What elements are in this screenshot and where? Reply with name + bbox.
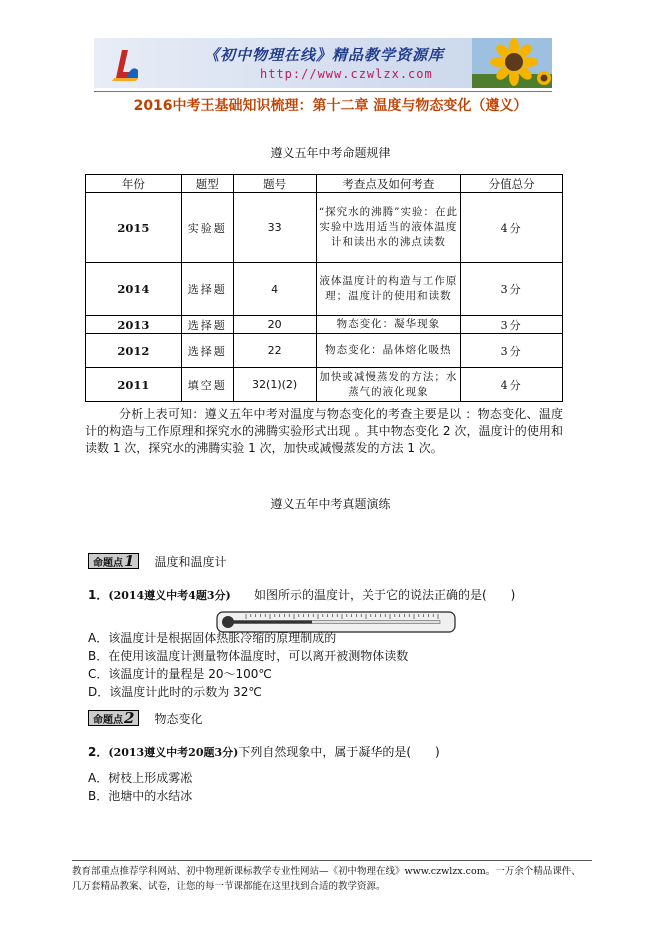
question-2: 2．(2013遵义中考20题3分)下列自然现象中，属于凝华的是( ): [88, 745, 440, 759]
footer-note: [72, 864, 592, 894]
section-title-patterns: 遵义五年中考命题规律: [270, 146, 391, 160]
cell-score: 4分: [461, 193, 563, 263]
table-row: [86, 316, 563, 334]
cell-year: 2015: [86, 193, 182, 263]
document-title: 2016中考王基础知识梳理：第十二章 温度与物态变化（遵义）: [133, 98, 528, 114]
site-logo: [112, 44, 140, 82]
table-header-row: [86, 175, 563, 193]
topic-label: 温度和温度计: [154, 555, 227, 569]
cell-desc: 物态变化：晶体熔化吸热: [316, 334, 461, 368]
table-row: [86, 193, 563, 263]
topic-badge: 命题点2: [88, 710, 139, 726]
cell-year: 2012: [86, 334, 182, 368]
footer-line-2: 几万套精品教案、试卷，让您的每一节课都能在这里找到合适的教学资源。: [72, 881, 386, 892]
cell-desc: “探究水的沸腾”实验：在此实验中选用适当的液体温度计和读出水的沸点读数: [316, 193, 461, 263]
cell-type: 选择题: [181, 316, 233, 334]
cell-year: 2011: [86, 368, 182, 402]
cell-type: 实验题: [181, 193, 233, 263]
cell-desc: 液体温度计的构造与工作原理；温度计的使用和读数: [316, 263, 461, 316]
topic-badge: 命题点1: [88, 553, 139, 569]
col-header-type: 题型: [181, 175, 233, 193]
cell-number: 20: [233, 316, 316, 334]
banner-title: 《初中物理在线》精品教学资源库: [204, 46, 445, 64]
question-1-option-a[interactable]: A．该温度计是根据固体热胀冷缩的原理制成的: [88, 631, 337, 645]
cell-number: 32(1)(2): [233, 368, 316, 402]
cell-year: 2013: [86, 316, 182, 334]
question-source: (2013遵义中考20题3分): [108, 746, 239, 759]
header-banner: [94, 38, 552, 88]
banner-divider: [94, 91, 552, 92]
cell-number: 33: [233, 193, 316, 263]
question-1-option-c[interactable]: C．该温度计的量程是 20～100℃: [88, 667, 272, 681]
topic-heading-1: [88, 551, 227, 570]
question-1: 1．(2014遵义中考4题3分): [88, 588, 231, 602]
question-1-option-b[interactable]: B．在使用该温度计测量物体温度时，可以离开被测物体读数: [88, 649, 409, 663]
cell-score: 3分: [461, 334, 563, 368]
cell-desc: 物态变化：凝华现象: [316, 316, 461, 334]
table-row: [86, 368, 563, 402]
cell-year: 2014: [86, 263, 182, 316]
cell-score: 4分: [461, 368, 563, 402]
sunflower-image: [472, 38, 552, 88]
section-title-practice: 遵义五年中考真题演练: [270, 497, 391, 511]
question-2-option-a[interactable]: A．树枝上形成雾凇: [88, 771, 193, 785]
question-1-text: 如图所示的温度计，关于它的说法正确的是( ): [254, 588, 516, 602]
topic-heading-2: [88, 708, 203, 727]
cell-type: 填空题: [181, 368, 233, 402]
question-1-option-d[interactable]: D．该温度计此时的示数为 32℃: [88, 685, 262, 699]
col-header-score: 分值总分: [461, 175, 563, 193]
cell-score: 3分: [461, 263, 563, 316]
question-source: (2014遵义中考4题3分): [108, 589, 231, 602]
cell-score: 3分: [461, 316, 563, 334]
footer-divider: [72, 860, 592, 861]
cell-number: 22: [233, 334, 316, 368]
cell-number: 4: [233, 263, 316, 316]
cell-type: 选择题: [181, 263, 233, 316]
table-row: [86, 334, 563, 368]
banner-url[interactable]: http://www.czwlzx.com: [260, 67, 433, 81]
cell-desc: 加快或减慢蒸发的方法；水蒸气的液化现象: [316, 368, 461, 402]
col-header-topic: 考查点及如何考查: [316, 175, 461, 193]
exam-pattern-table: [85, 174, 563, 402]
col-header-year: 年份: [86, 175, 182, 193]
question-2-option-b[interactable]: B．池塘中的水结冰: [88, 789, 193, 803]
cell-type: 选择题: [181, 334, 233, 368]
table-row: [86, 263, 563, 316]
footer-line-1: 教育部重点推荐学科网站、初中物理新课标教学专业性网站—《初中物理在线》www.czwlzx.com。一万余个精品课件、: [72, 866, 581, 877]
col-header-number: 题号: [233, 175, 316, 193]
analysis-paragraph: 分析上表可知：遵义五年中考对温度与物态变化的考查主要是以 ：物态变化、温度计的构造与工作原理和探究水的沸腾实验形式出现 。其中物态变化 2 次，温度计的使用和读数 1 次，探究水的沸腾实验 1 次，加快或减慢蒸发的方法 1 次。: [85, 407, 563, 455]
topic-label: 物态变化: [154, 712, 203, 726]
